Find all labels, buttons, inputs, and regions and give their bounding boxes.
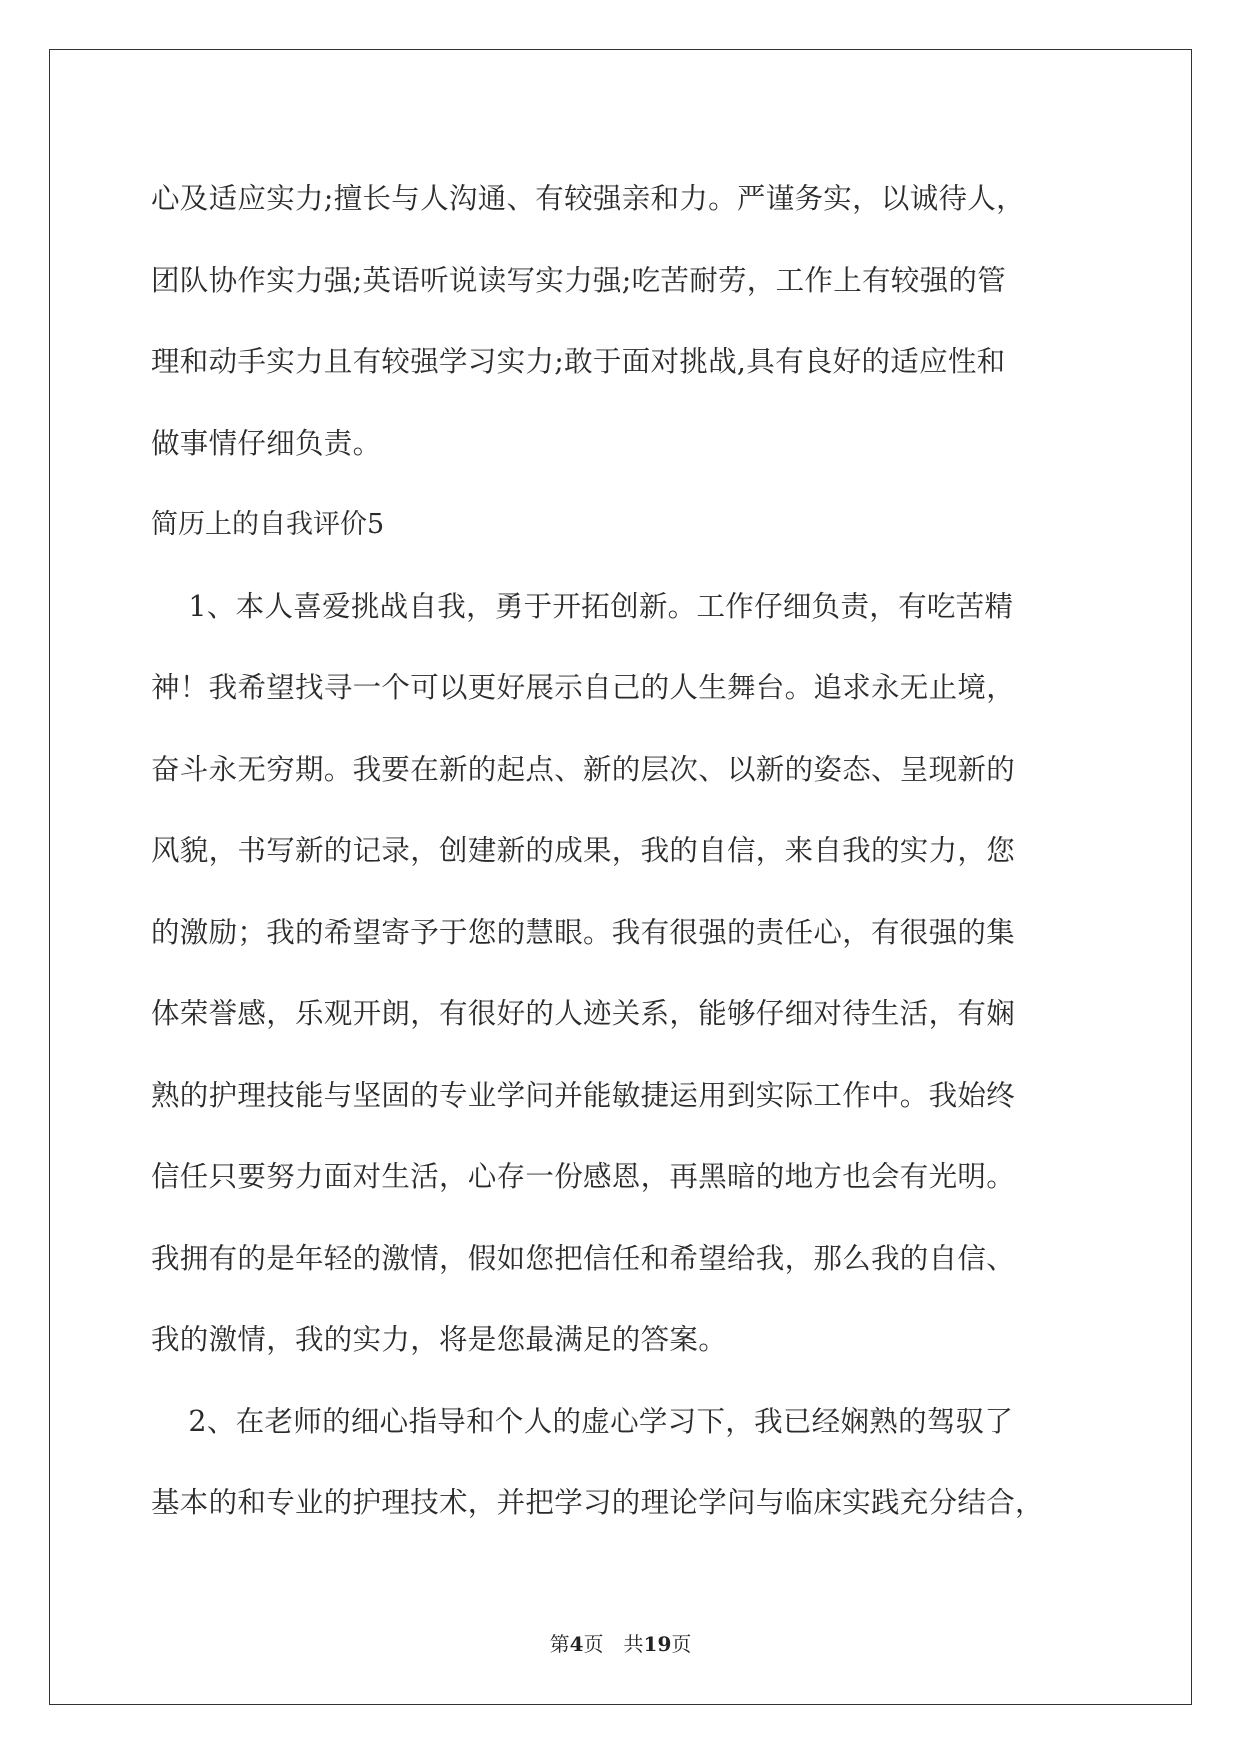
text-line: 2、在老师的细心指导和个人的虚心学习下，我已经娴熟的驾驭了 (151, 1404, 1014, 1438)
total-prefix: 共 (623, 1632, 644, 1656)
text-line: 风貌，书写新的记录，创建新的成果，我的自信，来自我的实力，您 (151, 834, 1016, 867)
text-line: 团队协作实力强;英语听说读写实力强;吃苦耐劳，工作上有较强的管 (151, 263, 1007, 297)
total-suffix: 页 (671, 1632, 692, 1656)
text-line: 心及适应实力;擅长与人沟通、有较强亲和力。严谨务实，以诚待人， (151, 182, 1025, 215)
text-line: 体荣誉感，乐观开朗，有很好的人迹关系，能够仔细对待生活，有娴 (151, 997, 1016, 1030)
text-line: 信任只要努力面对生活，心存一份感恩，再黑暗的地方也会有光明。 (151, 1160, 1016, 1193)
text-line: 奋斗永无穷期。我要在新的起点、新的层次、以新的姿态、呈现新的 (151, 752, 1016, 786)
text-line: 我拥有的是年轻的激情，假如您把信任和希望给我，那么我的自信、 (151, 1241, 1016, 1275)
page-footer (0, 1628, 1241, 1657)
text-line: 我的激情，我的实力，将是您最满足的答案。 (151, 1323, 728, 1356)
text-line: 基本的和专业的护理技术，并把学习的理论学问与临床实践充分结合， (151, 1486, 1044, 1519)
page-suffix: 页 (583, 1632, 604, 1656)
text-line: 1、本人喜爱挑战自我，勇于开拓创新。工作仔细负责，有吃苦精 (151, 589, 1014, 623)
page-number: 4 (569, 1632, 584, 1656)
text-line: 神！我希望找寻一个可以更好展示自己的人生舞台。追求永无止境， (151, 671, 1016, 704)
section-heading: 简历上的自我评价5 (151, 509, 385, 540)
text-line: 理和动手实力且有较强学习实力;敢于面对挑战,具有良好的适应性和 (151, 345, 1006, 378)
text-line: 熟的护理技能与坚固的专业学问并能敏捷运用到实际工作中。我始终 (151, 1078, 1016, 1112)
document-body (151, 158, 1091, 1544)
page-prefix: 第 (549, 1632, 570, 1656)
total-pages: 19 (643, 1632, 672, 1656)
text-line: 的激励；我的希望寄予于您的慧眼。我有很强的责任心，有很强的集 (151, 915, 1016, 949)
text-line: 做事情仔细负责。 (151, 426, 382, 460)
